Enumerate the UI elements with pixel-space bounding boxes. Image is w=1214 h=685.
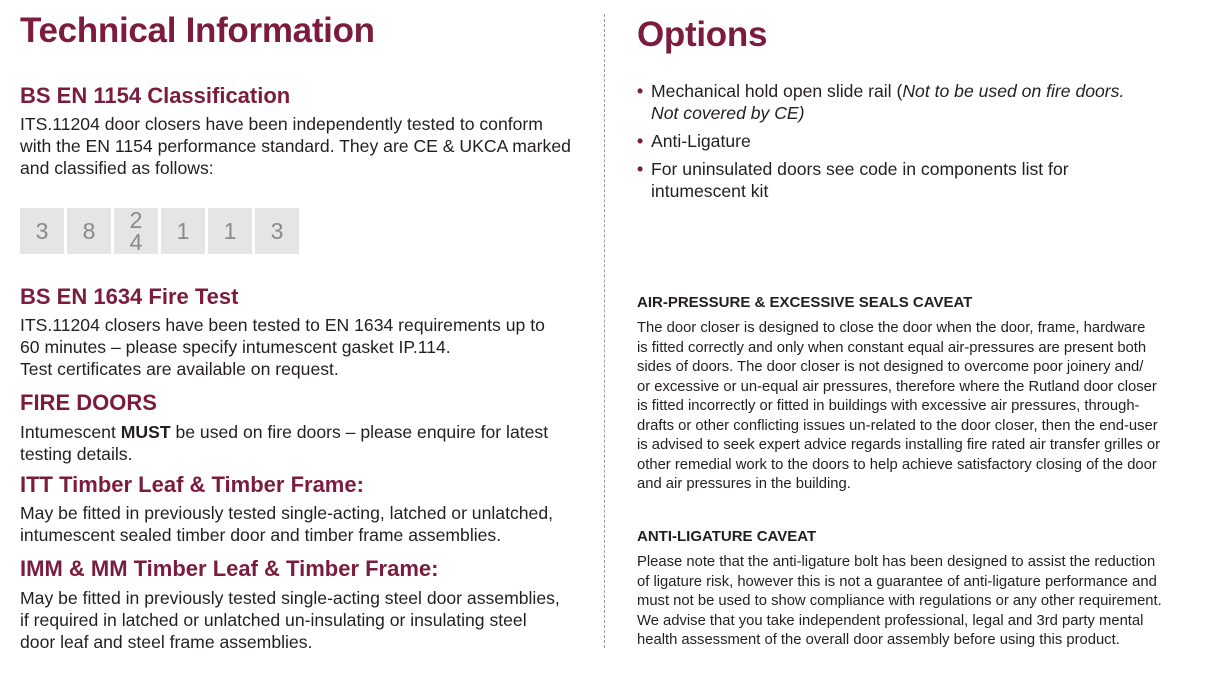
imm-mm-timber-heading: IMM & MM Timber Leaf & Timber Frame: [20, 556, 439, 581]
options-title: Options [637, 15, 768, 54]
text-line: is advised to seek expert advice regards installing fire rated air transfer grilles or [637, 437, 1161, 453]
text-line: sides of doors. The door closer is not designed to overcome poor joinery and/ [637, 359, 1144, 375]
anti-ligature-caveat-heading: ANTI-LIGATURE CAVEAT [637, 528, 817, 545]
column-divider [604, 14, 605, 648]
bs-en-1154-text [20, 113, 571, 179]
classification-cell: 3 [20, 208, 64, 254]
technical-information-title: Technical Information [20, 11, 375, 50]
text-line: intumescent sealed timber door and timber frame assemblies. [20, 525, 502, 545]
text-line: health assessment of the overall door assembly before using this product. [637, 632, 1120, 648]
bullet-icon: • [637, 159, 644, 179]
imm-mm-timber-text [20, 587, 560, 653]
text-line: 60 minutes – please specify intumescent gasket IP.114. [20, 337, 451, 357]
air-pressure-caveat-text [637, 319, 1160, 495]
text-line: with the EN 1154 performance standard. They are CE & UKCA marked [20, 136, 571, 156]
bs-en-1634-text [20, 314, 545, 380]
anti-ligature-caveat-text [637, 553, 1162, 651]
text-line: Intumescent MUST be used on fire doors – please enquire for latest [20, 422, 549, 442]
text-line: May be fitted in previously tested single-acting steel door assemblies, [20, 588, 560, 608]
classification-cell: 1 [208, 208, 252, 254]
text-line: or excessive or un-equal air pressures, therefore where the Rutland door closer [637, 378, 1157, 395]
text-line: The door closer is designed to close the door when the door, frame, hardware [637, 320, 1146, 336]
text-line: May be fitted in previously tested single-acting, latched or unlatched, [20, 503, 554, 523]
must-emphasis: MUST [120, 422, 171, 442]
text-line: drafts or other conflicting issues un-related to the door closer, then the end-user [637, 417, 1158, 434]
text-line: other remedial work to the doors to help achieve satisfactory closing of the door [637, 456, 1157, 473]
text-line: ITS.11204 door closers have been independently tested to conform [20, 114, 543, 134]
classification-cell: 1 [161, 208, 205, 254]
classification-cell: 8 [67, 208, 111, 254]
text-line: and classified as follows: [20, 158, 214, 178]
bs-en-1634-heading: BS EN 1634 Fire Test [20, 284, 239, 309]
itt-timber-text [20, 502, 553, 546]
bullet-icon: • [637, 81, 644, 101]
classification-cell: 3 [255, 208, 299, 254]
text-line: ITS.11204 closers have been tested to EN 1634 requirements up to [20, 315, 545, 335]
option-item: • Mechanical hold open slide rail (Not to be used on fire doors. Not covered by CE) [637, 81, 1125, 123]
fire-doors-heading: FIRE DOORS [20, 390, 157, 415]
text-line: if required in latched or unlatched un-insulating or insulating steel [20, 610, 527, 630]
text-line: of ligature risk, however this is not a guarantee of anti-ligature performance and [637, 573, 1157, 590]
bullet-icon: • [637, 131, 644, 151]
text-line: is fitted incorrectly or fitted in buildings with excessive air pressures, through- [637, 398, 1140, 414]
text-line: must not be used to show compliance with regulations or any other requirement. [637, 593, 1162, 609]
text-line: and air pressures in the building. [637, 476, 851, 492]
option-item: • Anti-Ligature [637, 131, 751, 151]
text-line: door leaf and steel frame assemblies. [20, 632, 313, 652]
text-line: Test certificates are available on request. [20, 359, 339, 379]
classification-cell-stacked: 2 4 [114, 208, 158, 254]
classification-table [20, 208, 299, 254]
air-pressure-caveat-heading: AIR-PRESSURE & EXCESSIVE SEALS CAVEAT [637, 294, 973, 311]
options-list [637, 80, 1197, 208]
text-line: We advise that you take independent professional, legal and 3rd party mental [637, 612, 1144, 629]
bs-en-1154-heading: BS EN 1154 Classification [20, 83, 291, 108]
fire-doors-text [20, 421, 548, 465]
itt-timber-heading: ITT Timber Leaf & Timber Frame: [20, 472, 364, 497]
text-line: testing details. [20, 444, 133, 464]
text-line: is fitted correctly and only when constant equal air-pressures are present both [637, 339, 1147, 356]
text-line: Please note that the anti-ligature bolt has been designed to assist the reduction [637, 554, 1156, 570]
option-item: • For uninsulated doors see code in components list for intumescent kit [637, 159, 1069, 201]
